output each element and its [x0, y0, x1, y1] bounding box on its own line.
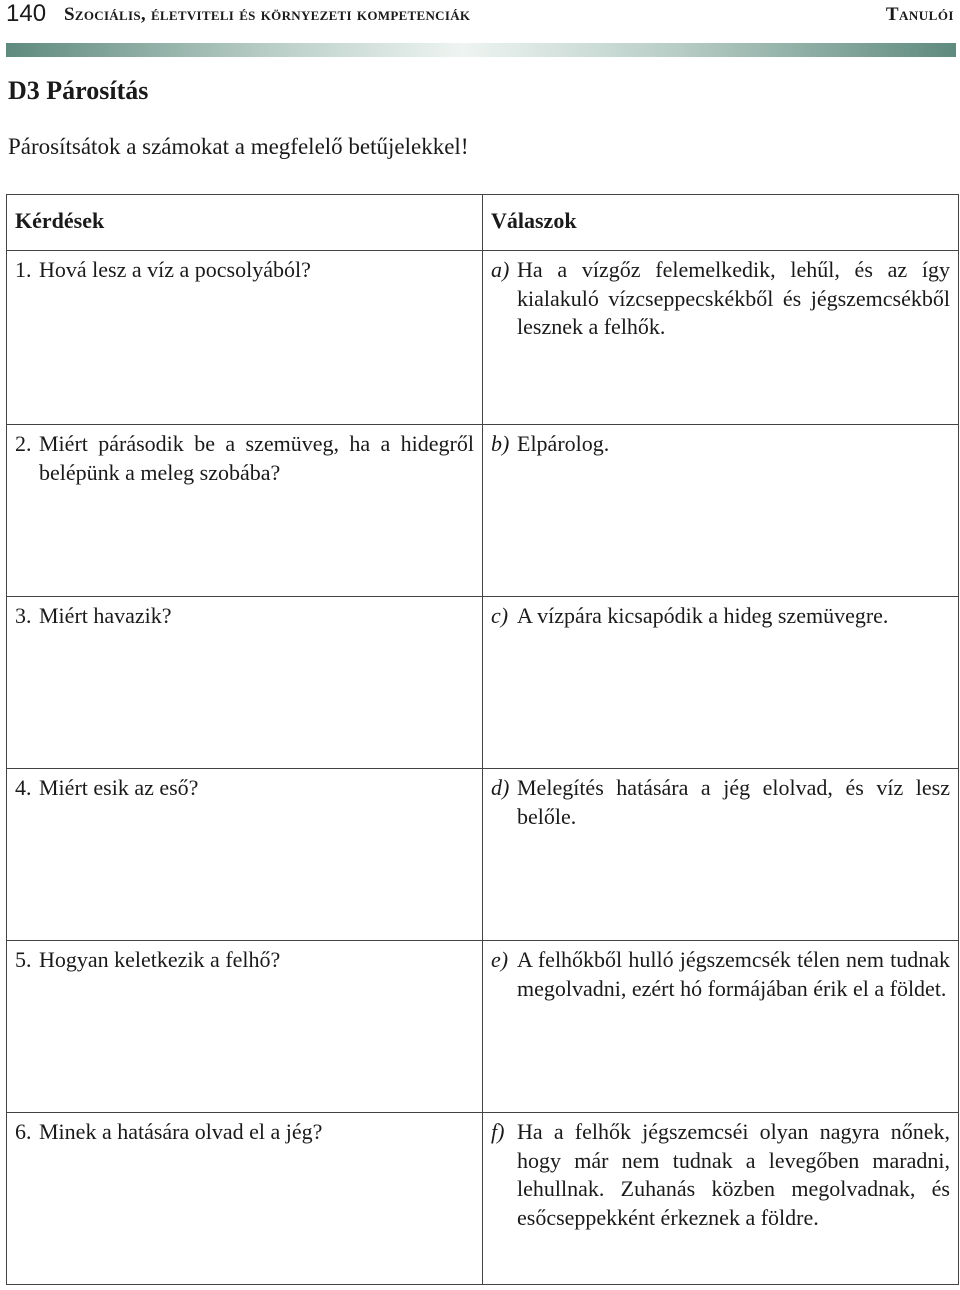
table-row	[7, 597, 959, 769]
answer-text: Ha a vízgőz felemelkedik, lehűl, és az így kialakuló vízcseppecskékből és jégszemcsékből lesznek a felhők.	[517, 257, 950, 339]
answer-letter: a)	[491, 257, 510, 282]
answers-header: Válaszok	[483, 195, 959, 251]
question-cell	[7, 1113, 483, 1285]
running-right-label: Tanulói	[885, 4, 954, 25]
answer-cell	[483, 251, 959, 425]
question-number: 3.	[15, 603, 32, 628]
answer-letter: d)	[491, 775, 510, 800]
answer-text: A vízpára kicsapódik a hideg szemüvegre.	[517, 603, 889, 628]
section-title: D3 Párosítás	[8, 76, 149, 105]
answer-letter: f)	[491, 1119, 505, 1144]
question-text: Miért havazik?	[39, 603, 172, 628]
answer-letter: e)	[491, 947, 509, 972]
question-cell	[7, 941, 483, 1113]
header-decorative-bar	[6, 43, 956, 57]
answer-text: A felhőkből hulló jégszemcsék télen nem tudnak megolvadni, ezért hó formájában érik el a földet.	[517, 947, 950, 1001]
instruction-text: Párosítsátok a számokat a megfelelő betűjelekkel!	[8, 134, 469, 159]
answer-letter: b)	[491, 431, 510, 456]
question-text: Miért párásodik be a szemüveg, ha a hidegről belépünk a meleg szobába?	[39, 431, 474, 485]
page-header	[0, 0, 960, 30]
question-cell	[7, 251, 483, 425]
page-number: 140	[6, 0, 47, 27]
question-cell	[7, 597, 483, 769]
answer-letter: c)	[491, 603, 509, 628]
question-text: Miért esik az eső?	[39, 775, 199, 800]
running-title: Szociális, életviteli és környezeti kompetenciák	[64, 4, 471, 25]
question-number: 6.	[15, 1119, 32, 1144]
answer-cell	[483, 769, 959, 941]
answer-text: Melegítés hatására a jég elolvad, és víz lesz belőle.	[517, 775, 950, 829]
table-row	[7, 251, 959, 425]
question-text: Minek a hatására olvad el a jég?	[39, 1119, 323, 1144]
question-cell	[7, 425, 483, 597]
question-cell	[7, 769, 483, 941]
answer-cell	[483, 1113, 959, 1285]
answer-text: Elpárolog.	[517, 431, 610, 456]
answer-cell	[483, 597, 959, 769]
answer-text: Ha a felhők jégszemcséi olyan nagyra nőnek, hogy már nem tudnak a levegőben maradni, lehullnak. Zuhanás közben megolvadnak, és esőcseppekként érkeznek a földre.	[517, 1119, 950, 1230]
table-row	[7, 425, 959, 597]
table-row	[7, 941, 959, 1113]
question-text: Hogyan keletkezik a felhő?	[39, 947, 281, 972]
question-number: 5.	[15, 947, 32, 972]
question-number: 2.	[15, 431, 32, 456]
table-row	[7, 769, 959, 941]
table-header-row	[7, 195, 959, 251]
question-number: 1.	[15, 257, 32, 282]
questions-header: Kérdések	[7, 195, 483, 251]
table-row	[7, 1113, 959, 1285]
question-text: Hová lesz a víz a pocsolyából?	[39, 257, 311, 282]
answer-cell	[483, 425, 959, 597]
question-number: 4.	[15, 775, 32, 800]
answer-cell	[483, 941, 959, 1113]
matching-table	[6, 194, 959, 1285]
